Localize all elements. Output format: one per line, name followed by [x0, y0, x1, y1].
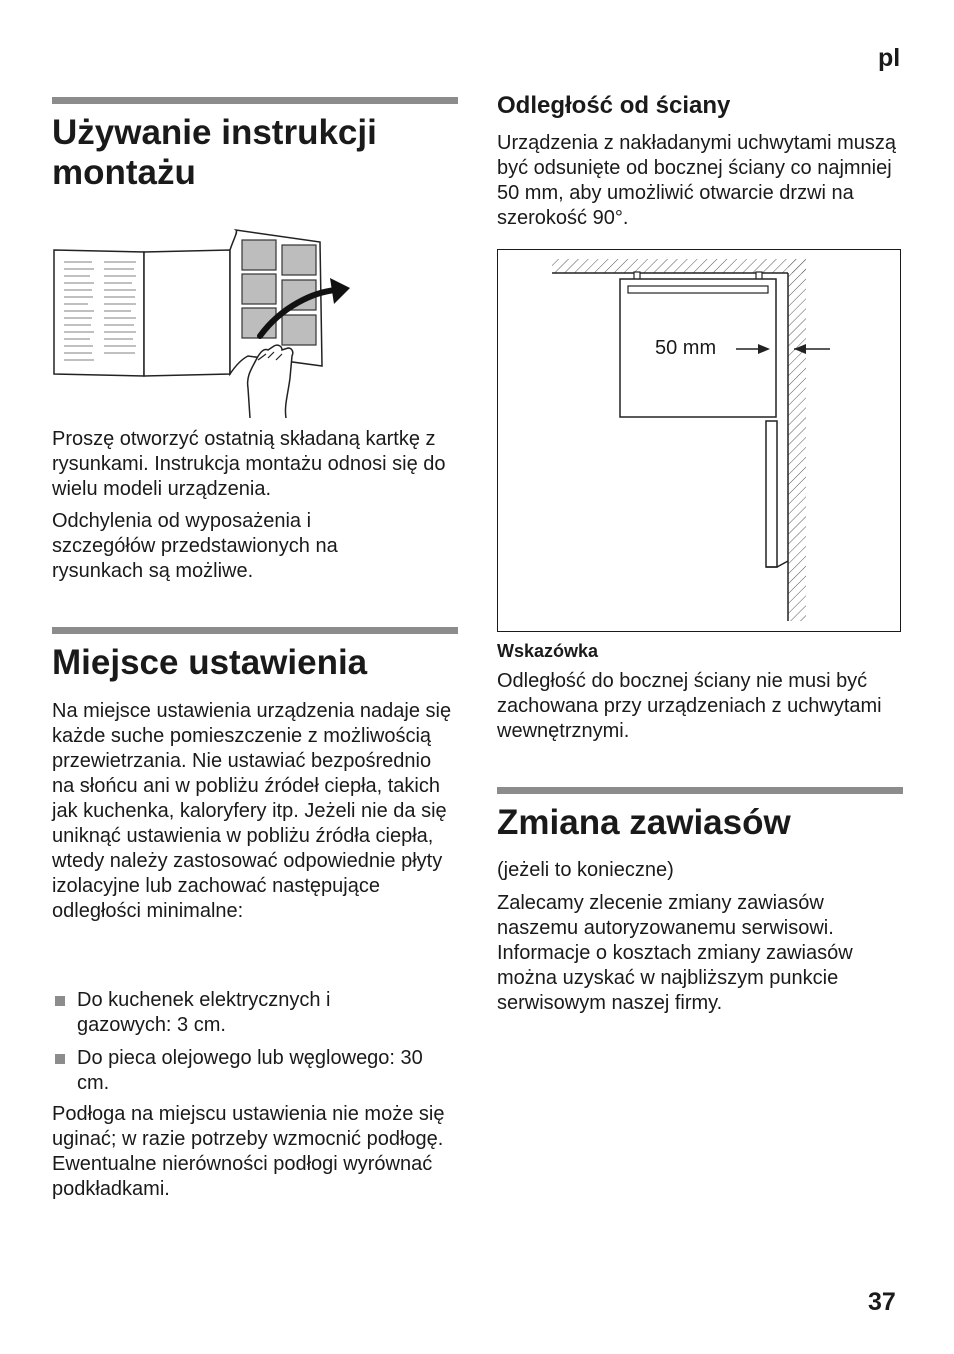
side-wall — [788, 259, 806, 621]
section-rule — [52, 627, 458, 634]
list-item: Do pieca olejowego lub węglowego: 30 cm. — [52, 1046, 457, 1096]
wall-distance-title: Odległość od ściany — [497, 92, 731, 119]
list-item: Do kuchenek elektrycznych i gazowych: 3 cm. — [52, 988, 377, 1038]
distance-list — [52, 988, 458, 1096]
distance-label: 50 mm — [655, 337, 717, 359]
back-wall — [552, 259, 806, 273]
wall-distance-figure — [497, 249, 901, 632]
location-paragraph-1: Na miejsce ustawienia urządzenia nadaje się każde suche pomieszczenie z możliwością przewietrzania. Nie ustawiać bezpośrednio na słońcu ani w pobliżu źródeł ciepła, takich jak kuchenka, kaloryfery itp. Jeżeli nie da się uniknąć ustawienia w pobliżu źródła ciepła, wtedy należy zastosować odpowiednie płyty izolacyjne lub zachować następujące odległości minimalne: — [52, 700, 452, 922]
bullet-square-icon — [55, 996, 65, 1006]
hinges-subtitle: (jeżeli to konieczne) — [497, 859, 674, 881]
bullet-square-icon — [55, 1054, 65, 1064]
hinges-paragraph: Zalecamy zlecenie zmiany zawiasów naszemu autoryzowanemu serwisowi. Informacje o kosztach zmiany zawiasów można uzyskać w najbliższym punkcie serwisowym naszej firmy. — [497, 892, 853, 1014]
section-rule — [497, 787, 903, 794]
location-title: Miejsce ustawienia — [52, 643, 368, 682]
hinges-title: Zmiana zawiasów — [497, 803, 791, 842]
instructions-paragraph-1: Proszę otworzyć ostatnią składaną kartkę z rysunkami. Instrukcja montażu odnosi się do wielu modeli urządzenia. — [52, 428, 446, 500]
language-code: pl — [878, 44, 901, 72]
manual-fold-out-illustration — [52, 228, 362, 420]
instructions-title: Używanie instrukcji montażu — [52, 113, 377, 192]
wall-distance-diagram — [498, 250, 900, 631]
appliance-door — [766, 421, 777, 567]
wall-distance-paragraph: Urządzenia z nakładanymi uchwytami muszą być odsunięte od bocznej ściany co najmniej 50 mm, aby umożliwić otwarcie drzwi na szerokość 90°. — [497, 132, 897, 229]
instructions-paragraph-2: Odchylenia od wyposażenia i szczegółów przedstawionych na rysunkach są możliwe. — [52, 510, 338, 582]
page-number: 37 — [868, 1288, 896, 1316]
note-title: Wskazówka — [497, 641, 599, 661]
location-paragraph-2: Podłoga na miejscu ustawienia nie może się uginać; w razie potrzeby wzmocnić podłogę. Ewentualne nierówności podłogi wyrównać podkładkami. — [52, 1103, 445, 1200]
note-text: Odległość do bocznej ściany nie musi być zachowana przy urządzeniach z uchwytami wewnętrznymi. — [497, 670, 882, 742]
manual-middle-page — [144, 250, 230, 376]
section-rule — [52, 97, 458, 104]
